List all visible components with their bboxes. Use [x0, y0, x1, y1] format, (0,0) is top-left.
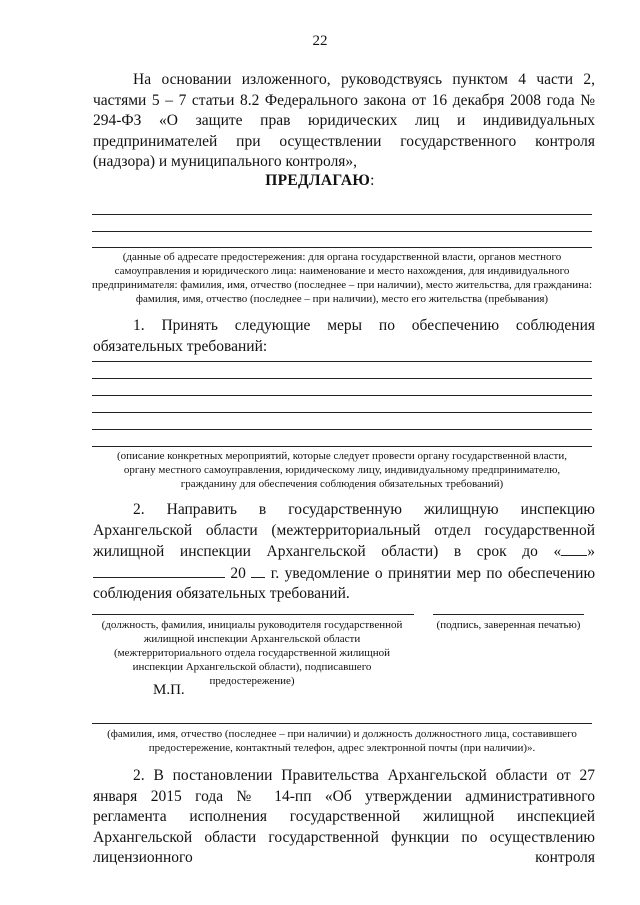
proposal-heading-word: ПРЕДЛАГАЮ — [265, 172, 371, 189]
measures-line-2[interactable] — [92, 378, 592, 379]
measures-line-4[interactable] — [92, 412, 592, 413]
addressee-line-3[interactable] — [92, 247, 592, 248]
stamp-place-label: М.П. — [153, 682, 185, 698]
official-signature-line[interactable] — [92, 614, 414, 615]
measures-line-1[interactable] — [92, 361, 592, 362]
deadline-year-blank[interactable] — [251, 563, 265, 578]
addressee-line-1[interactable] — [92, 214, 592, 215]
contact-hint: (фамилия, имя, отчество (последнее – при наличии) и должность должностного лица, составившего предостережение, контактный телефон, адрес электронной почты (при наличии)». — [107, 728, 577, 754]
measures-line-5[interactable] — [92, 429, 592, 430]
item-2-text-end: уведомление о принятии мер по обеспечению соблюдения обязательных требований. — [93, 564, 596, 602]
item-2-text-start: 2. Направить в государственную жилищную инспекцию Архангельской области (межтерриториальный отдел государственной жилищной инспекции Архангельской области) в срок до « — [93, 501, 595, 560]
year-suffix: г. — [270, 564, 280, 582]
measures-hint: (описание конкретных мероприятий, которые следует провести органу государственной власти, органу местного самоуправления, юридическому лицу, индивидуальному предпринимателю, гражданину для обеспечения соблюдения обязательных требований) — [117, 450, 567, 490]
measures-line-6[interactable] — [92, 446, 592, 447]
sign-line[interactable] — [433, 614, 584, 615]
contact-line[interactable] — [92, 723, 592, 724]
item-2-quote-close: » — [587, 543, 595, 560]
deadline-year-prefix: 20 — [230, 564, 246, 582]
next-item-paragraph: 2. В постановлении Правительства Архангельской области от 27 января 2015 года № 14-пп «Об утверждении административного регламента исполнения государственной жилищной инспекцией Архангельской области государственной функции по осуществлению лицензионного контроля — [93, 767, 595, 866]
proposal-heading — [0, 172, 640, 190]
addressee-hint: (данные об адресате предостережения: для органа государственной власти, органов местного самоуправления и юридического лица: наименование и место нахождения, для индивидуального предпринимателя: фамилия, имя, отчество (последнее – при наличии), место жительства, для гражданина: фамилия, имя, отчество (последнее – при наличии), место его жительства (пребывания) — [92, 251, 593, 305]
sign-hint: (подпись, заверенная печатью) — [436, 619, 581, 631]
proposal-heading-colon: : — [370, 172, 375, 189]
page-number: 22 — [312, 33, 328, 49]
deadline-month-blank[interactable] — [93, 563, 225, 578]
official-hint: (должность, фамилия, инициалы руководителя государственной жилищной инспекции Архангельской области (межтерриториального отдела государственной жилищной инспекции Архангельской области), подписавшего предостережение) — [101, 619, 403, 687]
measures-line-3[interactable] — [92, 395, 592, 396]
addressee-line-2[interactable] — [92, 231, 592, 232]
intro-paragraph: На основании изложенного, руководствуясь пунктом 4 части 2, частями 5 – 7 статьи 8.2 Федерального закона от 16 декабря 2008 года № 294-ФЗ «О защите прав юридических лиц и индивидуальных предпринимателей при осуществлении государственного контроля (надзора) и муниципального контроля», — [93, 71, 595, 170]
item-2-paragraph — [93, 500, 595, 605]
item-1-paragraph: 1. Принять следующие меры по обеспечению соблюдения обязательных требований: — [93, 317, 595, 355]
deadline-day-blank[interactable] — [561, 541, 587, 556]
